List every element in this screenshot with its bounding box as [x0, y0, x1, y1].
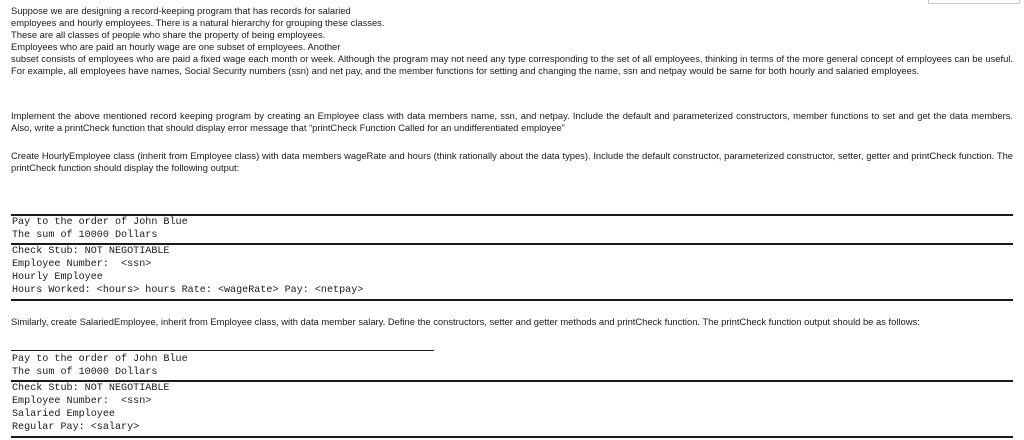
- salaried-task-paragraph: Similarly, create SalariedEmployee, inherit from Employee class, with data member salary. Define the constructors, setter and getter methods and printCheck function. The printCheck function output should be as follows:: [11, 316, 920, 327]
- hourly-stub-line: Check Stub: NOT NEGOTIABLE: [12, 246, 170, 257]
- window-corner-frame: [928, 0, 1020, 4]
- salaried-pay-line: Pay to the order of John Blue: [12, 354, 188, 365]
- salaried-bottom-rule: [11, 436, 1013, 438]
- hourly-pay-line: Pay to the order of John Blue: [12, 217, 188, 228]
- hourly-task-paragraph: Create HourlyEmployee class (inherit from Employee class) with data members wageRate and hours (think rationally about the data types). Include the default constructor, parameterized constructor, setter, getter and printCheck function. The printCheck function should display the following output:: [11, 150, 1013, 174]
- hourly-sum-line: The sum of 10000 Dollars: [12, 230, 158, 241]
- salaried-detail-line: Regular Pay: <salary>: [12, 422, 140, 433]
- salaried-stub-line: Check Stub: NOT NEGOTIABLE: [12, 383, 170, 394]
- hourly-number-line: Employee Number: <ssn>: [12, 259, 152, 270]
- intro-line-4: Employees who are paid an hourly wage are one subset of employees. Another: [11, 41, 341, 53]
- intro-line-3: These are all classes of people who share the property of being employees.: [11, 29, 326, 41]
- intro-continuation: subset consists of employees who are paid a fixed wage each month or week. Although the program may not need any type corresponding to the set of all employees, thinking in terms of the more general concept of employees can be useful. For example, all employees have names, Social Security numbers (ssn) and net pay, and the member functions for setting and changing the name, ssn and netpay would be same for both hourly and salaried employees.: [11, 53, 1013, 77]
- hourly-type-line: Hourly Employee: [12, 272, 103, 283]
- salaried-type-line: Salaried Employee: [12, 409, 115, 420]
- salaried-sum-line: The sum of 10000 Dollars: [12, 367, 158, 378]
- hourly-detail-line: Hours Worked: <hours> hours Rate: <wageRate> Pay: <netpay>: [12, 285, 364, 296]
- hourly-bottom-rule: [11, 299, 1013, 301]
- employee-task-paragraph: Implement the above mentioned record keeping program by creating an Employee class with data members name, ssn, and netpay. Include the default and parameterized constructors, member functions to set and get the data members. Also, write a printCheck function that should display error message that “printCheck Function Called for an undifferentiated employee”: [11, 110, 1013, 134]
- salaried-number-line: Employee Number: <ssn>: [12, 396, 152, 407]
- intro-line-1: Suppose we are designing a record-keeping program that has records for salaried: [11, 5, 351, 16]
- salaried-top-rule: [11, 350, 434, 351]
- intro-line-2: employees and hourly employees. There is a natural hierarchy for grouping these classes.: [11, 17, 385, 29]
- intro-paragraph: [11, 5, 1013, 78]
